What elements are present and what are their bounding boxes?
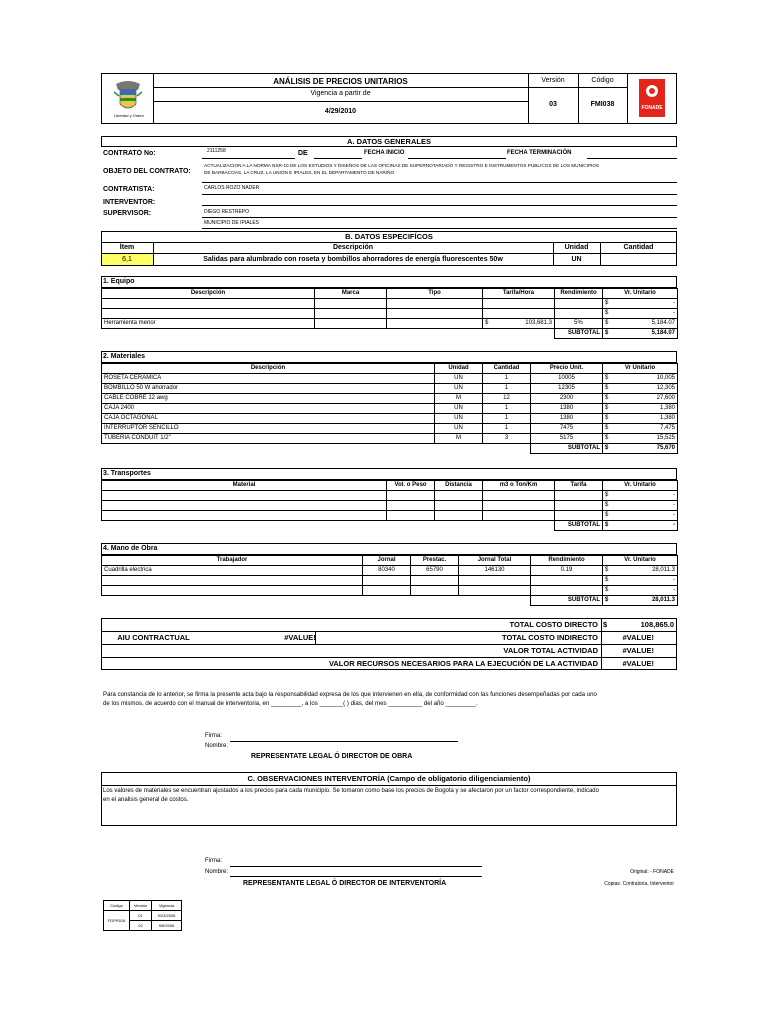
mano-obra-title: 4. Mano de Obra <box>103 545 158 552</box>
fecha-inicio-label: FECHA INICIO <box>364 150 405 156</box>
table-row: $ - <box>102 501 678 511</box>
de-label: DE <box>298 150 308 157</box>
constancia-line-1: Para constancia de lo anterior, se firma la presente acta bajo la responsabilidad expresa de los que intervienen en ella, de conformidad con las funciones desempeñadas por cada uno <box>103 691 597 698</box>
prestaciones: 65790 <box>411 566 459 576</box>
transportes-subtotal-label: SUBTOTAL <box>555 521 603 531</box>
vigencia-date: 4/29/2010 <box>324 108 357 115</box>
material-cantidad: 12 <box>483 394 531 404</box>
total-indirecto: #VALUE! <box>622 633 654 642</box>
item-value: 6,1 <box>122 256 132 263</box>
descripcion-header: Descripción <box>332 244 374 251</box>
firma-1-line[interactable] <box>230 741 458 742</box>
transportes-header: Vr. Unitario <box>603 481 678 491</box>
contrato-label: CONTRATO No: <box>103 150 156 157</box>
equipo-header: Tipo <box>387 289 483 299</box>
equipo-title-box <box>101 276 677 288</box>
material-cantidad: 1 <box>483 404 531 414</box>
transporte-vr-unitario: - <box>673 512 675 518</box>
original-note: Original: - FONADE <box>630 869 674 875</box>
material-cantidad: 1 <box>483 414 531 424</box>
materiales-header: Cantidad <box>483 364 531 374</box>
mano-obra-subtotal-label: SUBTOTAL <box>531 596 603 606</box>
materiales-header: Unidad <box>435 364 483 374</box>
table-row: INTERRUPTOR SENCILLO UN 1 7475 $ 7,475 <box>102 424 678 434</box>
transportes-header: m3 o Ton/Km <box>483 481 555 491</box>
table-row: $ - <box>102 511 678 521</box>
equipo-header: Rendimiento <box>555 289 603 299</box>
total-indirecto-label: TOTAL COSTO INDIRECTO <box>502 633 598 642</box>
transporte-vr-unitario: - <box>673 502 675 508</box>
format-version-table <box>103 900 182 931</box>
equipo-table: Descripción Marca Tipo Tarifa/Hora Rendimiento Vr. Unitario $ - $ - Herramienta menor $ 103,681.3 5% $ 5,184.07 SUBTOTAL $ 5,184.07 <box>101 288 678 339</box>
mano-obra-header: Prestac. <box>411 556 459 566</box>
equipo-header: Vr. Unitario <box>603 289 678 299</box>
transportes-title: 3. Transportes <box>103 470 151 477</box>
table-row: $ - <box>102 586 678 596</box>
equipo-vr-unitario: - <box>673 310 675 316</box>
firma-1-role: REPRESENTATE LEGAL Ó DIRECTOR DE OBRA <box>251 753 413 760</box>
materiales-subtotal: 75,670 <box>656 445 675 451</box>
equipo-header: Descripción <box>102 289 315 299</box>
valor-recursos: #VALUE! <box>622 659 654 668</box>
transportes-header: Tarifa <box>555 481 603 491</box>
material-precio: 2300 <box>531 394 603 404</box>
material-precio: 12305 <box>531 384 603 394</box>
contratista-value: CARLOS ROZO NADER <box>204 185 260 191</box>
equipo-subtotal-label: SUBTOTAL <box>555 329 603 339</box>
contratista-label: CONTRATISTA: <box>103 186 155 193</box>
aiu-value: #VALUE! <box>284 633 316 642</box>
material-precio: 10005 <box>531 374 603 384</box>
mini-vigencia: 9/23/2005 <box>152 911 182 921</box>
equipo-tarifa: 103,681.3 <box>525 320 552 326</box>
table-row: Cuadrilla electrica 80340 65790 146130 0.19 $ 28,011.3 <box>102 566 678 576</box>
table-row: CABLE COBRE 12 awg M 12 2300 $ 27,600 <box>102 394 678 404</box>
materiales-table: Descripción Unidad Cantidad Precio Unit. Vr Unitario ROSETA CERAMICA UN 1 10005 $ 10,005 BOMBILLO 50 W ahorrador UN 1 12305 $ 12,305 CABLE COBRE 12 awg M 12 2300 $ 27,600 CAJA 2400 UN 1 1380 $ 1,380 CAJA OCTAGONAL UN 1 1380 $ 1,380 INTERRUPTOR SENCILLO UN 1 7475 $ 7,475 TUBERIA CONDUIT 1/2" M 3 5175 $ 15,525 SUBTOTAL $ 75,670 <box>101 363 678 454</box>
material-cantidad: 1 <box>483 374 531 384</box>
codigo-label: Código <box>591 77 614 84</box>
especificos-title: B. DATOS ESPECIFÍCOS <box>345 232 433 241</box>
transportes-header: Vol. o Peso <box>387 481 435 491</box>
mini-header: Vigencia <box>152 901 182 911</box>
aiu-label: AIU CONTRACTUAL <box>117 633 190 642</box>
equipo-vr-unitario: 5,184.07 <box>651 320 675 326</box>
equipo-title: 1. Equipo <box>103 278 135 285</box>
equipo-header: Marca <box>315 289 387 299</box>
material-precio: 5175 <box>531 434 603 444</box>
colombia-coat-of-arms-logo <box>110 78 146 120</box>
material-vr-unitario: 15,525 <box>656 435 675 441</box>
rendimiento: 0.19 <box>531 566 603 576</box>
logo-caption: Libertad y Orden <box>114 113 144 118</box>
material-precio: 1380 <box>531 404 603 414</box>
materiales-title-box <box>101 351 677 363</box>
total-directo: 108,865.0 <box>640 620 674 629</box>
materiales-title: 2. Materiales <box>103 353 146 360</box>
constancia-line-2: de los mismos, de acuerdo con el manual de interventoria, en _________, a los _______( ) dias, del mes __________ del año _________. <box>103 700 478 707</box>
material-precio: 1380 <box>531 414 603 424</box>
equipo-vr-unitario: - <box>673 300 675 306</box>
material-vr-unitario: 10,005 <box>656 375 675 381</box>
table-row: $ - <box>102 576 678 586</box>
fonade-logo <box>639 79 665 117</box>
total-directo-label: TOTAL COSTO DIRECTO <box>509 620 598 629</box>
material-descripcion: TUBERIA CONDUIT 1/2" <box>102 434 435 444</box>
material-descripcion: BOMBILLO 50 W ahorrador <box>102 384 435 394</box>
nombre-1-label: Nombre: <box>205 743 229 749</box>
material-precio: 7475 <box>531 424 603 434</box>
material-cantidad: 1 <box>483 384 531 394</box>
transportes-table: Material Vol. o Peso Distancia m3 o Ton/Km Tarifa Vr. Unitario $ - $ - $ - SUBTOTAL $ - <box>101 480 678 531</box>
total-actividad-label: VALOR TOTAL ACTIVIDAD <box>503 646 598 655</box>
supervisor-label: SUPERVISOR: <box>103 210 152 217</box>
mano-obra-vr-unitario: 28,011.3 <box>652 567 675 573</box>
contrato-value: 2111258 <box>207 148 226 154</box>
fecha-terminacion-label: FECHA TERMINACIÓN <box>507 150 572 156</box>
mini-version: 01 <box>130 911 152 921</box>
observaciones-line-2: en el analisis general de costos. <box>103 797 189 803</box>
total-actividad: #VALUE! <box>622 646 654 655</box>
item-header: Ítem <box>119 244 135 251</box>
material-unidad: UN <box>435 424 483 434</box>
material-descripcion: INTERRUPTOR SENCILLO <box>102 424 435 434</box>
transporte-vr-unitario: - <box>673 492 675 498</box>
table-row: Herramienta menor $ 103,681.3 5% $ 5,184.07 <box>102 319 678 329</box>
material-vr-unitario: 1,380 <box>659 405 675 411</box>
material-cantidad: 1 <box>483 424 531 434</box>
firma-2-line[interactable] <box>230 866 482 867</box>
mini-vigencia: 5/6/2006 <box>152 921 182 931</box>
firma-2-label: Firma: <box>205 858 222 864</box>
material-descripcion: CAJA 2400 <box>102 404 435 414</box>
item-description: Salidas para alumbrado con roseta y bombillos ahorradores de energía fluorescentes 50w <box>203 256 503 263</box>
materiales-header: Vr Unitario <box>603 364 678 374</box>
objeto-label: OBJETO DEL CONTRATO: <box>103 168 191 175</box>
mano-obra-subtotal: 28,011.3 <box>651 597 675 603</box>
jornal: 80340 <box>363 566 411 576</box>
mini-code: FGPR016 <box>104 911 130 931</box>
material-unidad: M <box>435 434 483 444</box>
table-row: ROSETA CERAMICA UN 1 10005 $ 10,005 <box>102 374 678 384</box>
mano-obra-title-box <box>101 543 677 555</box>
equipo-subtotal: 5,184.07 <box>651 330 675 336</box>
mano-obra-header: Trabajador <box>102 556 363 566</box>
interventor-label: INTERVENTOR: <box>103 199 156 206</box>
equipo-header: Tarifa/Hora <box>483 289 555 299</box>
material-unidad: UN <box>435 374 483 384</box>
objeto-line-1: ACTUALIZACION A LA NORMA NSR-10 DE LOS ESTUDIOS Y DISEÑOS DE LAS OFICINAS DE SUPERNOTARIADO Y REGISTRO E INSTRUMENTOS PUBLICOS DE LOS MUNICIPIOS <box>204 163 600 168</box>
mini-version: 02 <box>130 921 152 931</box>
material-descripcion: CAJA OCTAGONAL <box>102 414 435 424</box>
objeto-line-2: DE BARBACOAS, LA CRUZ, LA UNION E IPIALES, EN EL DEPARTAMENTO DE NARIÑO <box>204 170 395 175</box>
table-row: $ - <box>102 491 678 501</box>
mini-header: Código <box>104 901 130 911</box>
material-vr-unitario: 1,380 <box>659 415 675 421</box>
mano-obra-table: Trabajador Jornal Prestac. Jornal Total Rendimiento Vr. Unitario Cuadrilla electrica 80340 65790 146130 0.19 $ 28,011.3 $ - $ - SUBTOTAL $ 28,011.3 <box>101 555 678 606</box>
unidad-header: Unidad <box>564 244 589 251</box>
generales-title: A. DATOS GENERALES <box>347 137 431 146</box>
firma-1-label: Firma: <box>205 733 222 739</box>
material-unidad: UN <box>435 384 483 394</box>
material-vr-unitario: 7,475 <box>659 425 675 431</box>
transportes-header: Distancia <box>435 481 483 491</box>
transportes-title-box <box>101 468 677 480</box>
municipio-value: MUNICIPIO DE IPIALES <box>204 220 260 226</box>
trabajador: Cuadrilla electrica <box>102 566 363 576</box>
material-descripcion: ROSETA CERAMICA <box>102 374 435 384</box>
mano-obra-header: Rendimiento <box>531 556 603 566</box>
valor-recursos-label: VALOR RECURSOS NECESARIOS PARA LA EJECUCIÓN DE LA ACTIVIDAD <box>328 659 598 668</box>
jornal-total: 146130 <box>459 566 531 576</box>
version-label: Versión <box>541 77 565 84</box>
copias-note: Copias: Contraloría, Interventor <box>604 881 674 887</box>
table-row: CAJA 2400 UN 1 1380 $ 1,380 <box>102 404 678 414</box>
material-vr-unitario: 27,600 <box>656 395 675 401</box>
mini-header: Versión <box>130 901 152 911</box>
table-row: TUBERIA CONDUIT 1/2" M 3 5175 $ 15,525 <box>102 434 678 444</box>
material-unidad: M <box>435 394 483 404</box>
document-title: ANÁLISIS DE PRECIOS UNITARIOS <box>273 77 408 86</box>
material-vr-unitario: 12,305 <box>656 385 675 391</box>
supervisor-value: DIEGO RESTREPO <box>204 209 250 215</box>
mano-obra-header: Vr. Unitario <box>603 556 678 566</box>
material-descripcion: CABLE COBRE 12 awg <box>102 394 435 404</box>
table-row: BOMBILLO 50 W ahorrador UN 1 12305 $ 12,305 <box>102 384 678 394</box>
version-value: 03 <box>549 101 557 108</box>
material-cantidad: 3 <box>483 434 531 444</box>
table-row: CAJA OCTAGONAL UN 1 1380 $ 1,380 <box>102 414 678 424</box>
material-unidad: UN <box>435 404 483 414</box>
mano-obra-header: Jornal Total <box>459 556 531 566</box>
transportes-header: Material <box>102 481 387 491</box>
fonade-logo-text: FONADE <box>641 105 663 111</box>
firma-2-role: REPRESENTANTE LEGAL Ó DIRECTOR DE INTERVENTORÍA <box>243 880 447 887</box>
mano-obra-header: Jornal <box>363 556 411 566</box>
observaciones-line-1: Los valores de materiales se encuentran ajustados a los precios para cada municipio. Se tomaron como base los precios de Bogota y se afectaron por un factor correspondiente, indicado <box>103 788 599 794</box>
transportes-subtotal: - <box>673 522 675 528</box>
material-unidad: UN <box>435 414 483 424</box>
table-row: $ - <box>102 309 678 319</box>
mano-obra-vr-unitario: - <box>673 587 675 593</box>
vigencia-label: Vigencia a partir de <box>310 90 371 97</box>
materiales-subtotal-label: SUBTOTAL <box>531 444 603 454</box>
cantidad-header: Cantidad <box>623 244 654 251</box>
equipo-descripcion: Herramienta menor <box>102 319 315 329</box>
equipo-rendimiento: 5% <box>555 319 603 329</box>
item-unidad: UN <box>571 256 582 263</box>
observaciones-title: C. OBSERVACIONES INTERVENTORÍA (Campo de obligatorio diligenciamiento) <box>247 774 531 783</box>
materiales-header: Descripción <box>102 364 435 374</box>
table-row: $ - <box>102 299 678 309</box>
codigo-value: FMI038 <box>590 101 615 108</box>
materiales-header: Precio Unit. <box>531 364 603 374</box>
nombre-2-label: Nombre: <box>205 869 229 875</box>
mano-obra-vr-unitario: - <box>673 577 675 583</box>
